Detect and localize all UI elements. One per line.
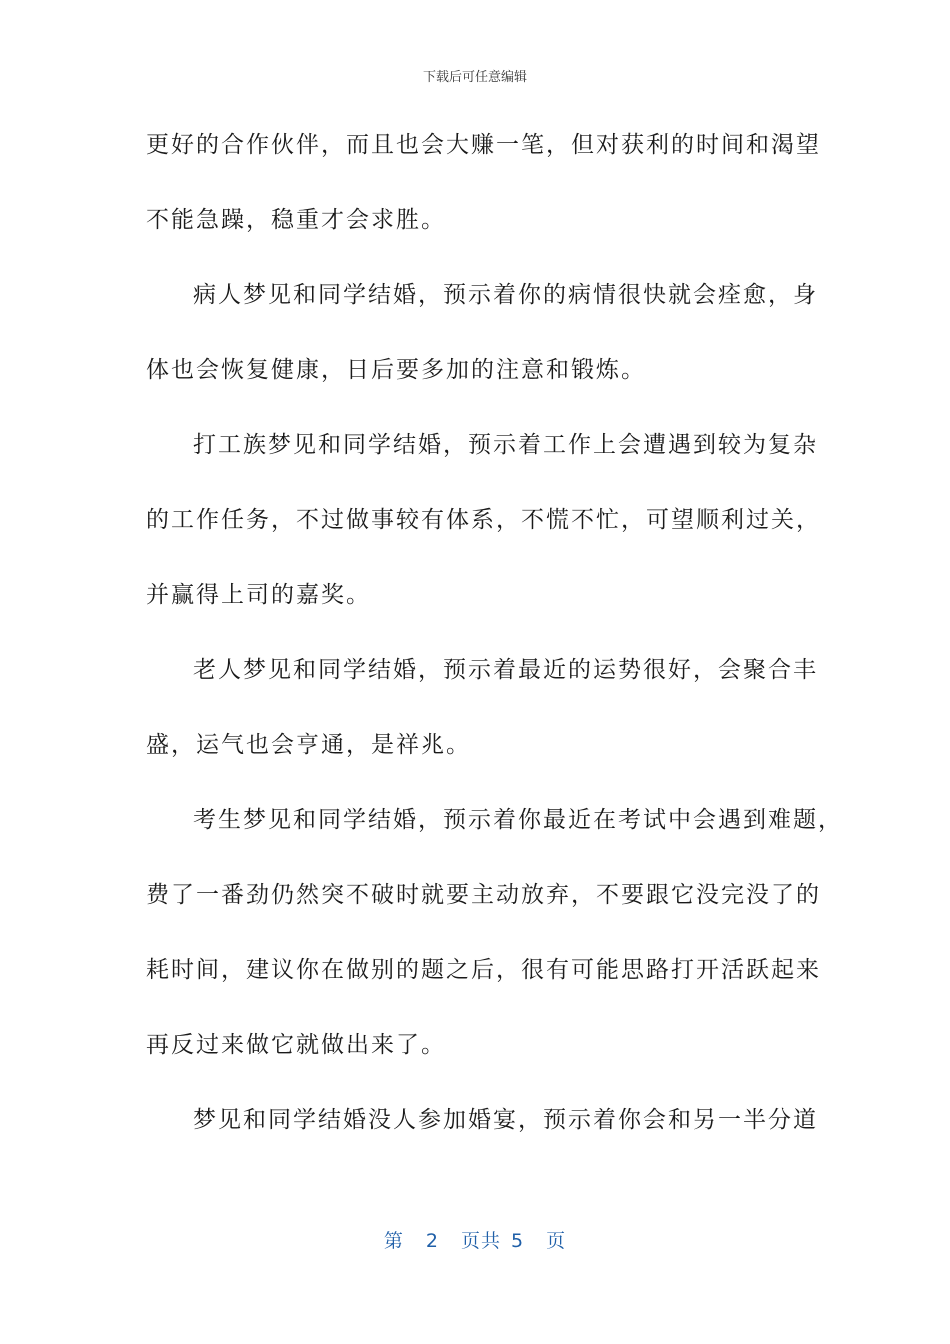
body-line: 并赢得上司的嘉奖。 bbox=[146, 582, 371, 608]
body-line: 耗时间，建议你在做别的题之后，很有可能思路打开活跃起来 bbox=[146, 957, 821, 983]
body-line: 再反过来做它就做出来了。 bbox=[146, 1032, 446, 1058]
page-label: 第 bbox=[383, 1230, 404, 1252]
total-pages: 5 bbox=[511, 1230, 525, 1252]
page-number: 2 bbox=[425, 1230, 439, 1252]
paragraph-first-line: 病人梦见和同学结婚，预示着你的病情很快就会痊愈，身 bbox=[193, 282, 818, 308]
page-suffix: 页 bbox=[546, 1230, 567, 1252]
body-line: 盛，运气也会亨通，是祥兆。 bbox=[146, 732, 471, 758]
page-of-label: 页共 bbox=[460, 1230, 501, 1252]
body-line: 的工作任务，不过做事较有体系，不慌不忙，可望顺利过关， bbox=[146, 507, 821, 533]
body-line: 费了一番劲仍然突不破时就要主动放弃，不要跟它没完没了的 bbox=[146, 882, 821, 908]
body-line: 体也会恢复健康，日后要多加的注意和锻炼。 bbox=[146, 357, 646, 383]
paragraph-first-line: 老人梦见和同学结婚，预示着最近的运势很好，会聚合丰 bbox=[193, 657, 818, 683]
paragraph-first-line: 考生梦见和同学结婚，预示着你最近在考试中会遇到难题， bbox=[193, 807, 843, 833]
page-footer bbox=[0, 1226, 950, 1253]
paragraph-first-line: 梦见和同学结婚没人参加婚宴，预示着你会和另一半分道 bbox=[193, 1107, 818, 1133]
page-header: 下载后可任意编辑 bbox=[422, 70, 527, 85]
paragraph-first-line: 打工族梦见和同学结婚，预示着工作上会遭遇到较为复杂 bbox=[193, 432, 818, 458]
body-line: 更好的合作伙伴，而且也会大赚一笔，但对获利的时间和渴望 bbox=[146, 132, 821, 158]
body-line: 不能急躁，稳重才会求胜。 bbox=[146, 207, 446, 233]
